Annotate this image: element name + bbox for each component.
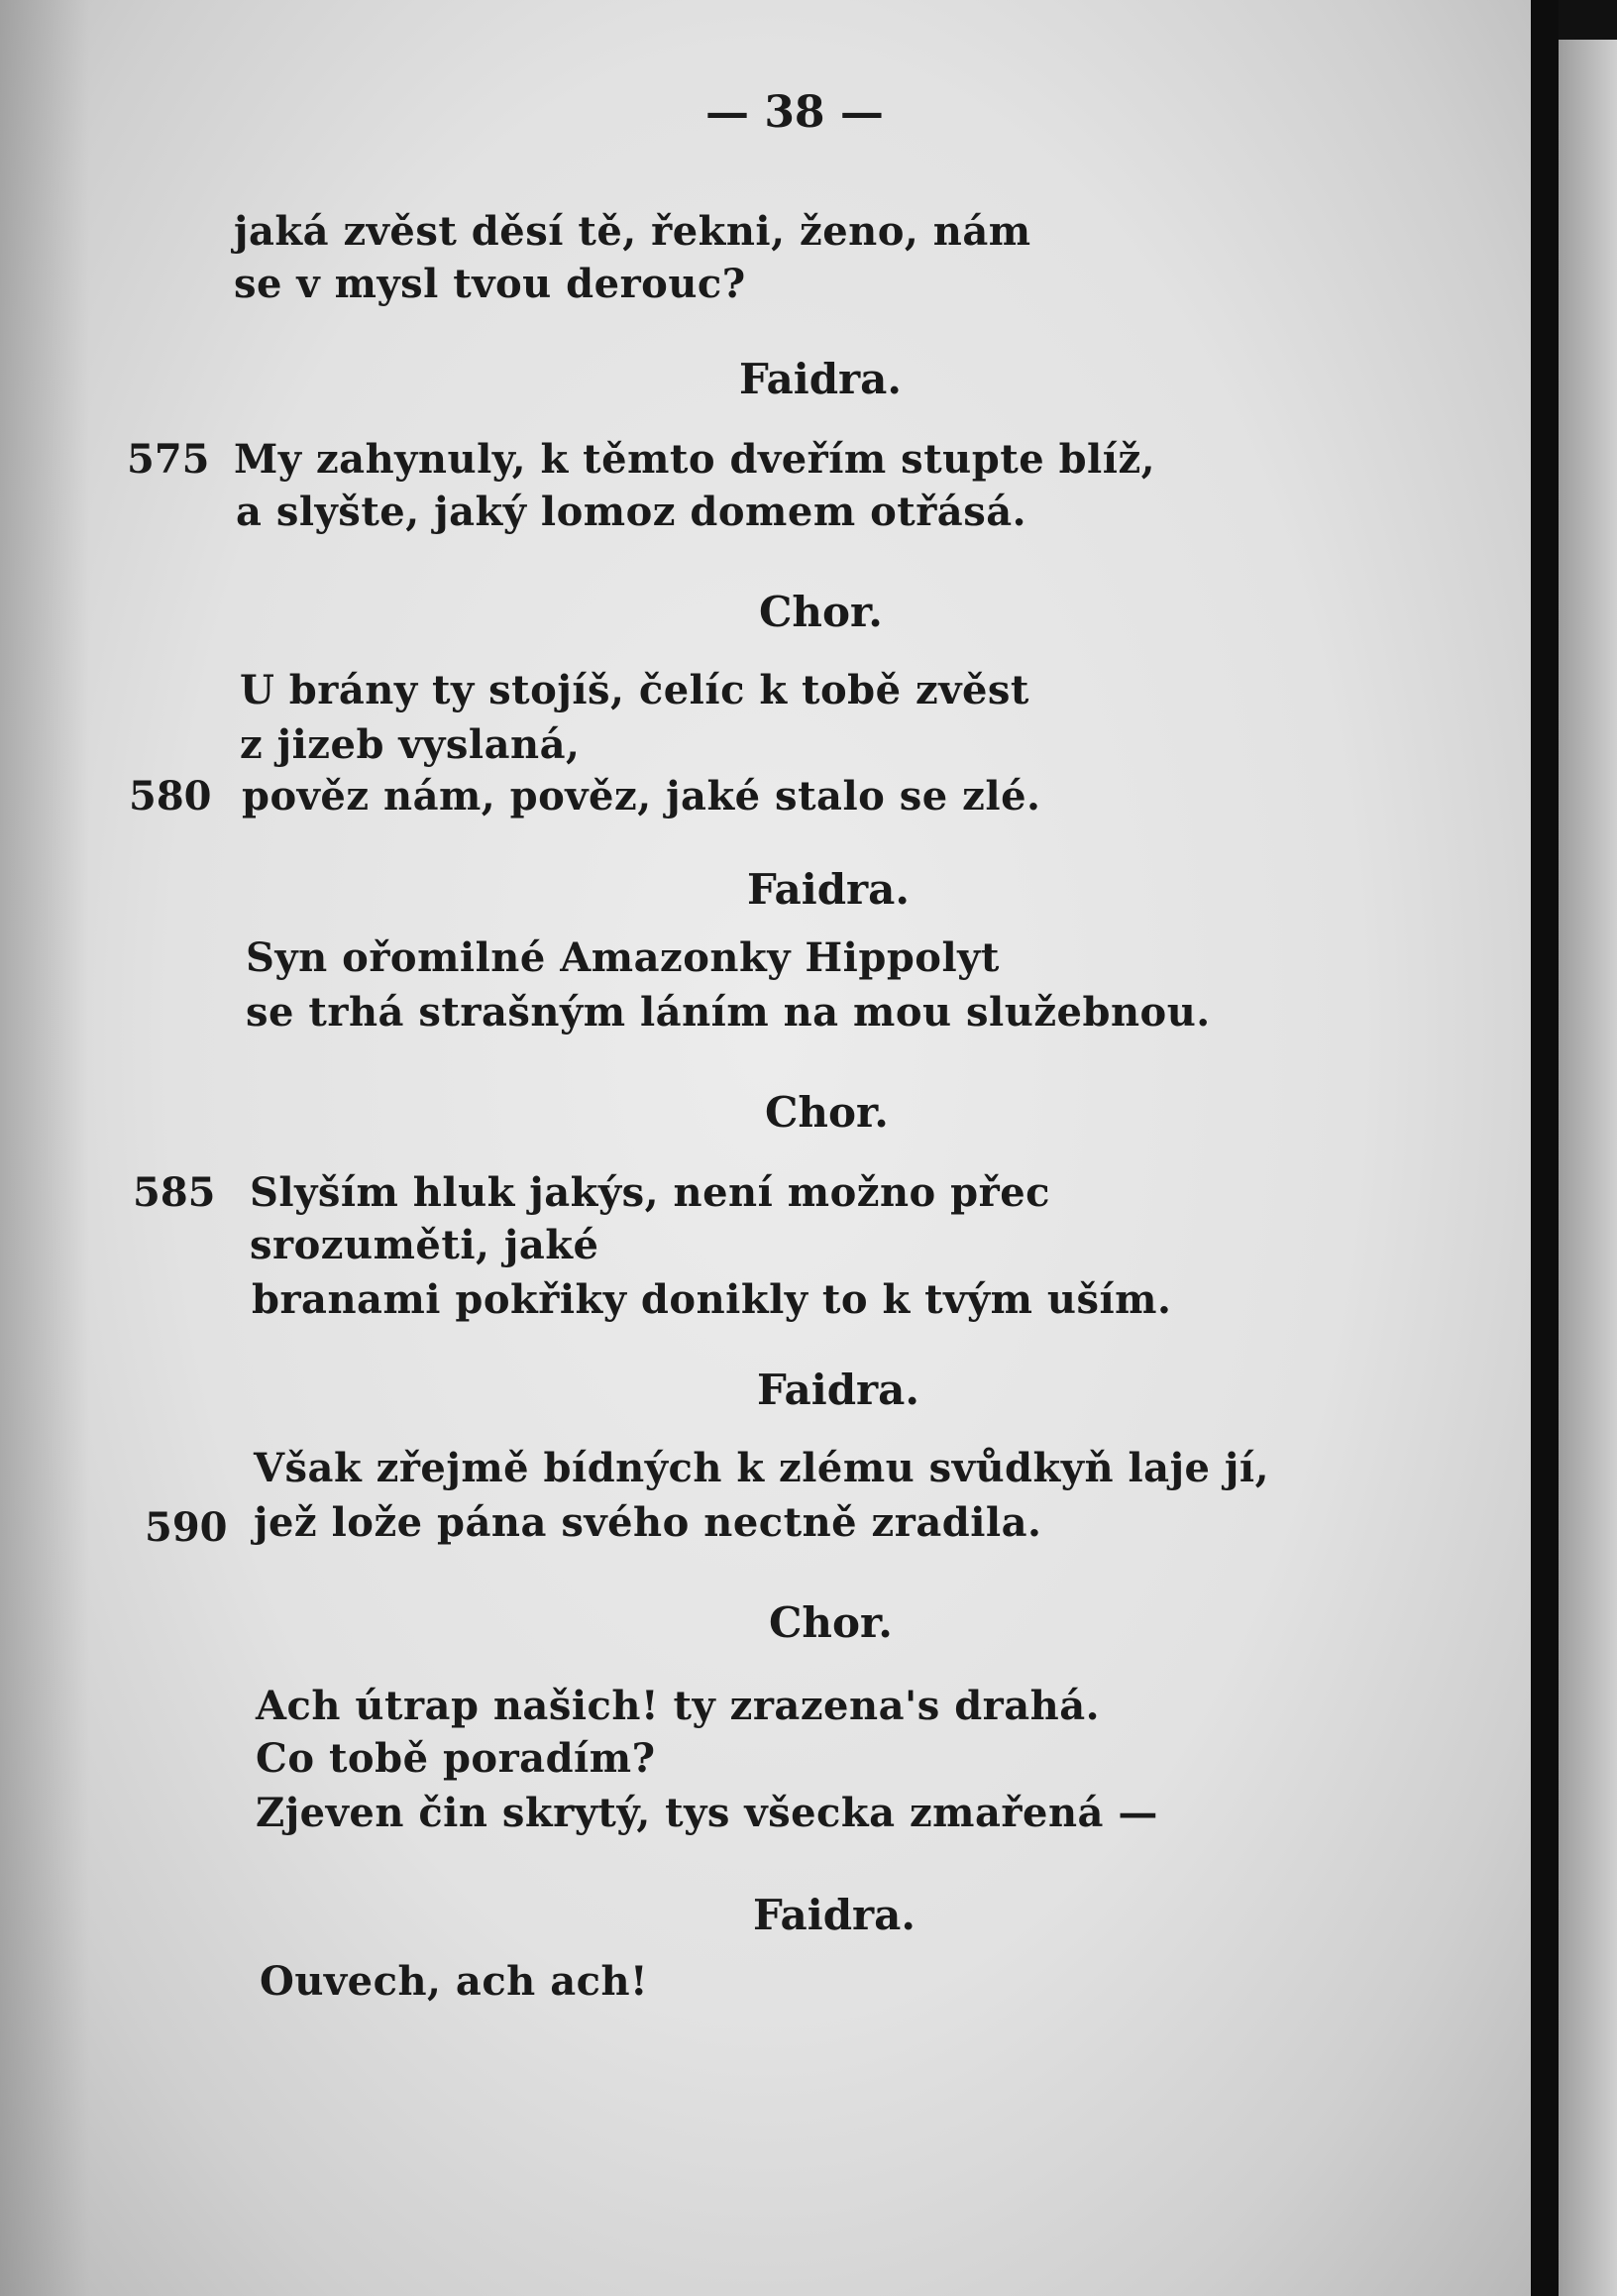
verse-line: a slyšte, jaký lomoz domem otřásá. xyxy=(236,489,1027,535)
speaker-name: Chor. xyxy=(759,588,883,636)
verse-line: Zjeven čin skrytý, tys všecka zmařená — xyxy=(256,1790,1158,1836)
verse-line: Slyším hluk jakýs, není možno přec xyxy=(250,1169,1050,1216)
speaker-name: Faidra. xyxy=(753,1891,916,1939)
line-number: 590 xyxy=(145,1504,228,1551)
book-gutter xyxy=(1531,0,1559,2296)
page-shadow xyxy=(0,0,89,2296)
verse-line: Ach útrap našich! ty zrazena's drahá. xyxy=(256,1683,1101,1729)
verse-line: jaká zvěst děsí tě, řekni, ženo, nám xyxy=(234,208,1031,255)
verse-line: U brány ty stojíš, čelíc k tobě zvěst xyxy=(240,667,1029,713)
verse-line: se v mysl tvou derouc? xyxy=(234,261,746,307)
speaker-name: Chor. xyxy=(769,1598,893,1647)
line-number: 575 xyxy=(127,436,210,483)
verse-line: srozuměti, jaké xyxy=(250,1222,599,1268)
speaker-name: Faidra. xyxy=(757,1366,920,1414)
adjacent-page-edge xyxy=(1559,40,1617,2296)
verse-line: My zahynuly, k těmto dveřím stupte blíž, xyxy=(234,436,1156,483)
verse-line: Ouvech, ach ach! xyxy=(260,1958,649,2005)
line-number: 585 xyxy=(133,1169,216,1216)
speaker-name: Chor. xyxy=(765,1088,889,1137)
verse-line: pověz nám, pověz, jaké stalo se zlé. xyxy=(242,773,1041,820)
verse-line: jež lože pána svého nectně zradila. xyxy=(254,1499,1042,1546)
verse-line: Však zřejmě bídných k zlému svůdkyň laje jí, xyxy=(254,1445,1270,1491)
verse-line: se trhá strašným láním na mou služebnou. xyxy=(246,989,1211,1036)
speaker-name: Faidra. xyxy=(747,865,911,914)
speaker-name: Faidra. xyxy=(739,355,903,403)
page-number: — 38 — xyxy=(705,87,884,138)
verse-line: Syn ořomilné Amazonky Hippolyt xyxy=(246,934,1000,981)
verse-line: z jizeb vyslaná, xyxy=(240,721,581,768)
line-number: 580 xyxy=(129,773,212,820)
verse-line: branami pokřiky donikly to k tvým uším. xyxy=(252,1276,1172,1323)
verse-line: Co tobě poradím? xyxy=(256,1735,656,1782)
